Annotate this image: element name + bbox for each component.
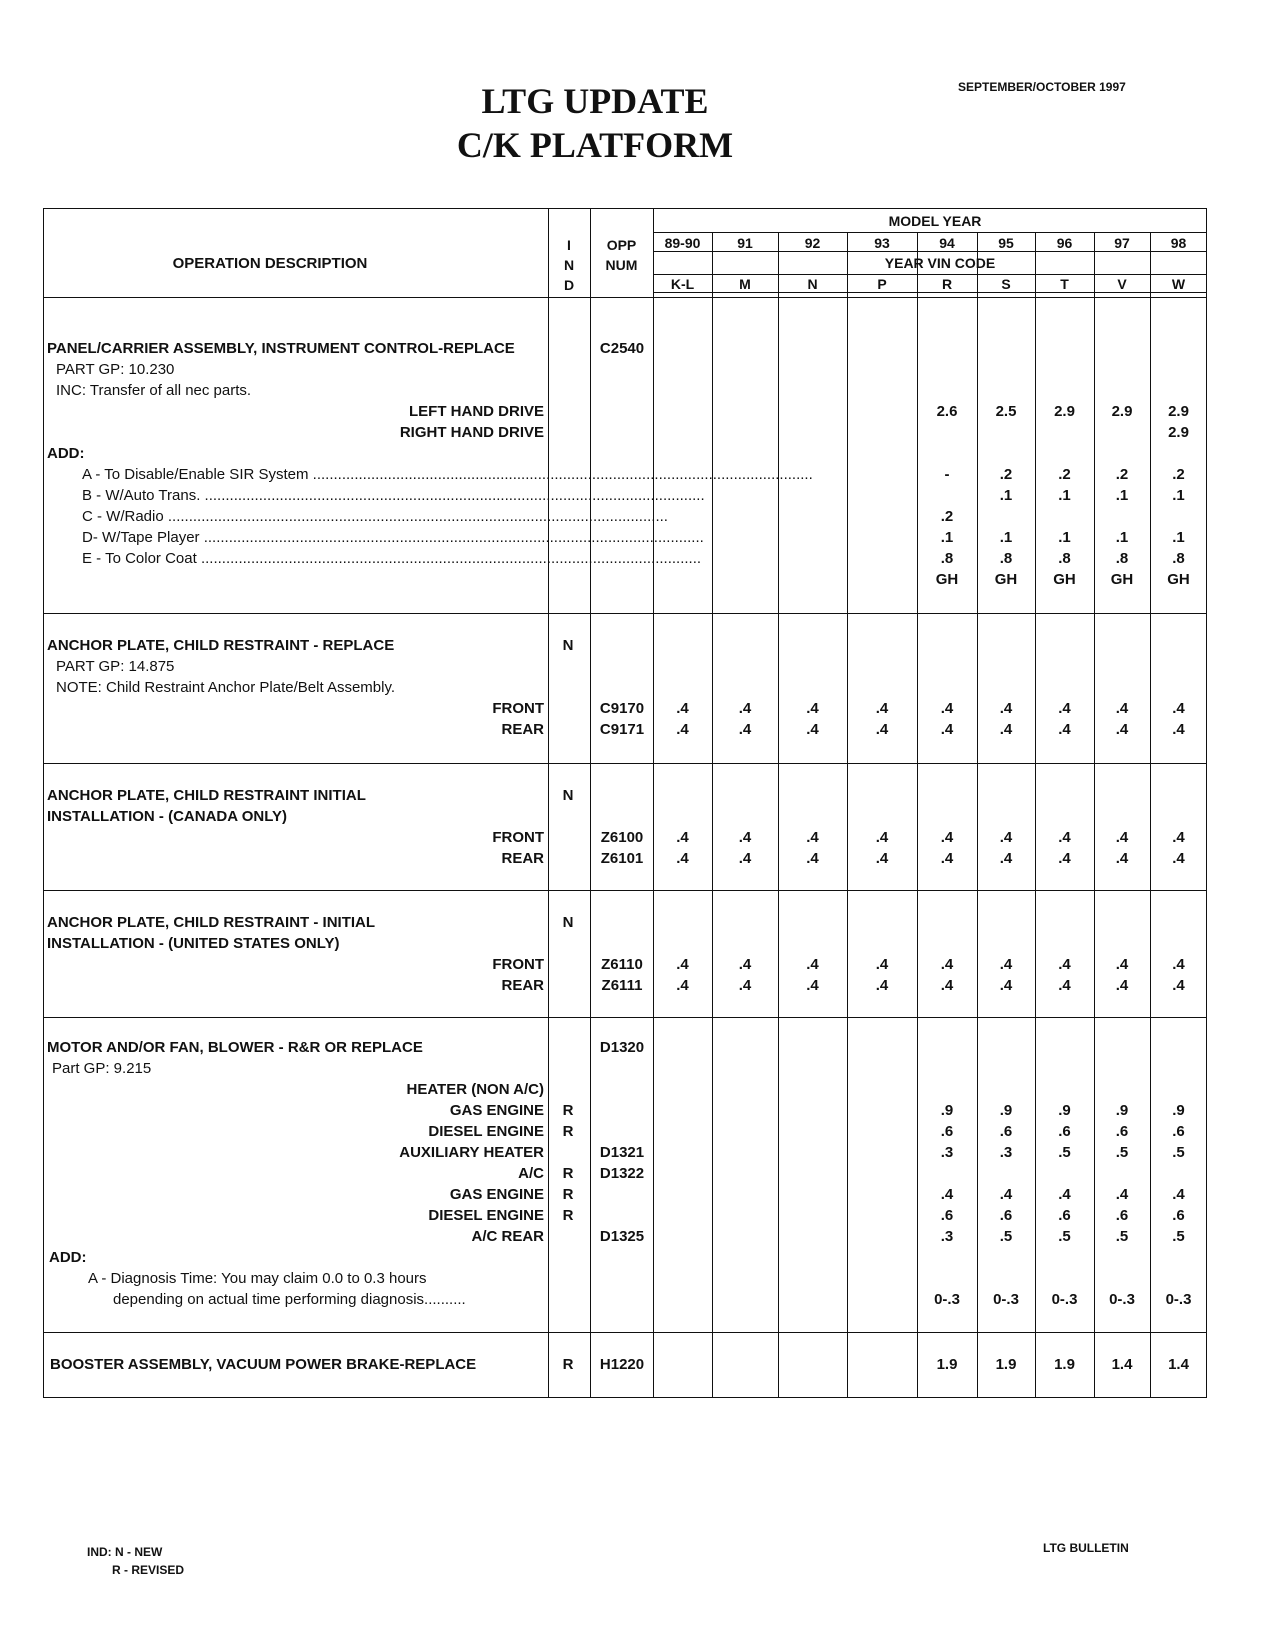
- row-label: REAR: [501, 977, 544, 994]
- row-value: .4: [1115, 700, 1129, 717]
- row-value: .4: [738, 977, 752, 994]
- add-value: .1: [1172, 487, 1185, 504]
- add-value: .2: [1115, 466, 1129, 483]
- row-value: 2.9: [1054, 403, 1075, 420]
- row-label: GAS ENGINE: [449, 1186, 544, 1203]
- header-ind-letter: D: [563, 277, 575, 293]
- row-label: DIESEL ENGINE: [428, 1123, 544, 1140]
- header-ind-letter: I: [567, 237, 571, 253]
- row-value: .9: [999, 1102, 1013, 1119]
- row-value: .4: [738, 721, 752, 738]
- row-value: .6: [1172, 1207, 1185, 1224]
- row-value: .4: [999, 721, 1013, 738]
- row-label: RIGHT HAND DRIVE: [399, 424, 544, 441]
- opp-number: H1220: [599, 1356, 645, 1373]
- row-value: .4: [1115, 956, 1129, 973]
- opp-number: Z6110: [601, 956, 643, 973]
- opp-number: C9171: [599, 721, 645, 738]
- ind-flag: N: [562, 787, 574, 804]
- add-item-label: A - Diagnosis Time: You may claim 0.0 to 0.3 hours: [88, 1270, 427, 1287]
- section-title: ANCHOR PLATE, CHILD RESTRAINT INITIAL: [47, 787, 366, 804]
- ind-flag: R: [562, 1102, 574, 1119]
- add-item-label: [82, 507, 668, 527]
- opp-number: D1320: [599, 1039, 645, 1056]
- row-value: .4: [1058, 721, 1071, 738]
- section-divider: [43, 763, 1207, 764]
- header-vin-code-8: W: [1171, 276, 1186, 292]
- row-value: .4: [1172, 829, 1185, 846]
- year-column-divider: [778, 232, 779, 1398]
- page-subtitle: C/K PLATFORM: [456, 125, 734, 165]
- row-value: .4: [806, 829, 819, 846]
- row-value: .6: [1115, 1123, 1129, 1140]
- row-value: .4: [1058, 829, 1071, 846]
- add-value: 0-.3: [1109, 1291, 1135, 1308]
- header-vin-code-6: T: [1060, 276, 1069, 292]
- row-value: .5: [1058, 1228, 1071, 1245]
- ind-flag: N: [562, 914, 574, 931]
- row-value: 1.9: [995, 1356, 1017, 1373]
- year-column-divider: [847, 232, 848, 1398]
- ind-flag: R: [562, 1356, 574, 1373]
- row-value: .4: [676, 700, 689, 717]
- add-item-label: [82, 465, 813, 485]
- row-value: .4: [1058, 1186, 1071, 1203]
- add-value: .2: [1172, 466, 1185, 483]
- row-value: .4: [940, 700, 954, 717]
- add-item-label: [82, 528, 704, 548]
- add-value: .1: [940, 529, 954, 546]
- row-value: .6: [1058, 1123, 1071, 1140]
- add-value: .1: [1115, 487, 1129, 504]
- row-value: .4: [738, 829, 752, 846]
- ind-flag: R: [562, 1165, 574, 1182]
- row-value: .6: [999, 1207, 1013, 1224]
- row-value: .4: [1172, 977, 1185, 994]
- header-line: [653, 232, 1207, 233]
- row-value: .4: [875, 977, 889, 994]
- header-vin-code-0: K-L: [670, 276, 695, 292]
- row-value: .4: [940, 1186, 954, 1203]
- row-value: .4: [806, 700, 819, 717]
- header-opp-num: NUM: [605, 257, 638, 273]
- row-value: .5: [1115, 1228, 1129, 1245]
- ind-flag: N: [562, 637, 574, 654]
- row-value: 1.4: [1111, 1356, 1133, 1373]
- row-value: 2.9: [1168, 424, 1189, 441]
- add-value: .1: [1058, 487, 1071, 504]
- section-title: ANCHOR PLATE, CHILD RESTRAINT - REPLACE: [47, 637, 395, 654]
- row-value: .4: [875, 829, 889, 846]
- section-divider: [43, 1332, 1207, 1333]
- row-value: .6: [1115, 1207, 1129, 1224]
- dot-leader: ........................................................................................................................: [163, 508, 668, 525]
- header-year-5: 95: [998, 235, 1014, 251]
- row-value: .4: [806, 956, 819, 973]
- row-value: .4: [738, 700, 752, 717]
- ind-flag: R: [562, 1186, 574, 1203]
- row-value: .3: [940, 1228, 954, 1245]
- add-value: .2: [1058, 466, 1071, 483]
- row-value: .4: [940, 850, 954, 867]
- dot-leader: ........................................................................................................................: [199, 529, 704, 546]
- section-note: INC: Transfer of all nec parts.: [56, 382, 252, 399]
- row-label: LEFT HAND DRIVE: [409, 403, 544, 420]
- opp-number: D1321: [599, 1144, 645, 1161]
- add-value: 0-.3: [993, 1291, 1019, 1308]
- row-value: .4: [999, 850, 1013, 867]
- row-value: .6: [940, 1123, 954, 1140]
- section-note: NOTE: Child Restraint Anchor Plate/Belt Assembly.: [56, 679, 396, 696]
- opp-column-divider: [590, 208, 591, 1398]
- header-vin-code-4: R: [941, 276, 953, 292]
- section-divider: [43, 890, 1207, 891]
- row-value: .4: [999, 977, 1013, 994]
- header-year-8: 98: [1170, 235, 1187, 251]
- row-value: .6: [1172, 1123, 1185, 1140]
- issue-date: SEPTEMBER/OCTOBER 1997: [958, 80, 1126, 94]
- dot-leader: ........................................................................................................................: [196, 550, 702, 567]
- header-year-3: 93: [874, 235, 890, 251]
- row-label: A/C: [518, 1165, 544, 1182]
- row-value: .4: [1115, 721, 1129, 738]
- header-vin-code-5: S: [1001, 276, 1011, 292]
- row-value: .9: [1172, 1102, 1185, 1119]
- opp-number: Z6100: [600, 829, 644, 846]
- header-opp-num: OPP: [606, 237, 637, 253]
- add-value: .1: [999, 529, 1013, 546]
- row-value: .4: [806, 977, 819, 994]
- year-column-divider: [712, 232, 713, 1398]
- opp-number: Z6111: [601, 977, 643, 994]
- add-item-label-cont: depending on actual time performing diagnosis..........: [113, 1291, 466, 1308]
- row-value: .4: [999, 700, 1013, 717]
- row-value: .4: [1058, 700, 1071, 717]
- row-label: DIESEL ENGINE: [428, 1207, 544, 1224]
- row-value: .4: [676, 956, 689, 973]
- row-value: .4: [676, 977, 689, 994]
- row-value: .9: [1058, 1102, 1071, 1119]
- row-value: .9: [1115, 1102, 1129, 1119]
- header-vin-code-7: V: [1117, 276, 1127, 292]
- bulletin-label: LTG BULLETIN: [1043, 1541, 1129, 1555]
- add-value: -: [944, 466, 950, 483]
- row-label: A/C REAR: [471, 1228, 544, 1245]
- row-value: .4: [806, 850, 819, 867]
- add-item-text: B - W/Auto Trans.: [82, 487, 201, 504]
- row-label: REAR: [501, 850, 544, 867]
- section-divider: [43, 1017, 1207, 1018]
- row-value: .4: [738, 850, 752, 867]
- year-column-divider: [653, 208, 654, 1398]
- page-title: LTG UPDATE: [481, 81, 709, 121]
- row-value: .4: [806, 721, 819, 738]
- ind-flag: R: [562, 1123, 574, 1140]
- row-value: .4: [738, 956, 752, 973]
- opp-number: Z6101: [600, 850, 644, 867]
- section-title: BOOSTER ASSEMBLY, VACUUM POWER BRAKE-REPLACE: [50, 1356, 477, 1373]
- row-value: .4: [999, 829, 1013, 846]
- row-label: REAR: [501, 721, 544, 738]
- row-value: .6: [940, 1207, 954, 1224]
- header-model-year: MODEL YEAR: [888, 213, 982, 229]
- ind-legend-new: IND: N - NEW: [87, 1545, 163, 1559]
- dot-leader: ........................................................................................................................: [308, 466, 813, 483]
- row-value: .4: [1058, 850, 1071, 867]
- part-group: Part GP: 9.215: [52, 1060, 152, 1077]
- row-value: 2.5: [995, 403, 1017, 420]
- row-value: .5: [1058, 1144, 1071, 1161]
- row-value: 1.4: [1168, 1356, 1189, 1373]
- section-title-line2: INSTALLATION - (CANADA ONLY): [47, 808, 287, 825]
- row-value: .4: [940, 829, 954, 846]
- row-value: .4: [999, 956, 1013, 973]
- add-value: .2: [999, 466, 1013, 483]
- row-value: .4: [676, 721, 689, 738]
- add-value: .8: [1058, 550, 1071, 567]
- row-value: .4: [940, 956, 954, 973]
- row-value: .4: [1058, 956, 1071, 973]
- row-label: HEATER (NON A/C): [406, 1081, 544, 1098]
- row-value: .3: [999, 1144, 1013, 1161]
- add-value: 0-.3: [1051, 1291, 1078, 1308]
- part-group: PART GP: 10.230: [56, 361, 175, 378]
- header-year-4: 94: [939, 235, 955, 251]
- section-divider: [43, 613, 1207, 614]
- row-value: .4: [875, 956, 889, 973]
- row-label: FRONT: [492, 700, 544, 717]
- add-value: GH: [1110, 571, 1134, 588]
- header-year-6: 96: [1056, 235, 1073, 251]
- row-value: .4: [676, 829, 689, 846]
- row-value: .4: [1115, 829, 1129, 846]
- header-vin-code-2: N: [807, 276, 818, 292]
- row-value: .4: [676, 850, 689, 867]
- opp-number: D1325: [599, 1228, 645, 1245]
- opp-number: D1322: [599, 1165, 645, 1182]
- row-value: .9: [940, 1102, 954, 1119]
- row-value: .4: [940, 721, 954, 738]
- add-value: GH: [1167, 571, 1190, 588]
- section-title: ANCHOR PLATE, CHILD RESTRAINT - INITIAL: [47, 914, 376, 931]
- row-value: .5: [999, 1228, 1013, 1245]
- add-value: .1: [999, 487, 1013, 504]
- header-year-2: 92: [804, 235, 821, 251]
- row-value: .5: [1172, 1228, 1185, 1245]
- add-value: .8: [1172, 550, 1185, 567]
- row-label: AUXILIARY HEATER: [399, 1144, 544, 1161]
- row-value: .4: [940, 977, 954, 994]
- row-value: .4: [875, 850, 889, 867]
- ind-legend-revised: R - REVISED: [112, 1563, 185, 1577]
- add-item-text: D- W/Tape Player: [82, 529, 200, 546]
- ind-flag: R: [562, 1207, 574, 1224]
- row-value: .4: [1172, 956, 1185, 973]
- row-value: 1.9: [1054, 1356, 1075, 1373]
- row-value: 2.9: [1111, 403, 1133, 420]
- header-year-vin-code: YEAR VIN CODE: [884, 255, 996, 271]
- row-value: .4: [875, 721, 889, 738]
- row-label: GAS ENGINE: [449, 1102, 544, 1119]
- section-title: PANEL/CARRIER ASSEMBLY, INSTRUMENT CONTROL-REPLACE: [47, 340, 515, 357]
- row-value: .4: [1115, 977, 1129, 994]
- row-value: 2.9: [1168, 403, 1189, 420]
- add-item-label: [82, 486, 705, 506]
- add-label: ADD:: [49, 1249, 87, 1266]
- add-value: .8: [940, 550, 954, 567]
- section-title-line2: INSTALLATION - (UNITED STATES ONLY): [47, 935, 340, 952]
- row-value: .4: [1115, 850, 1129, 867]
- row-value: .6: [1058, 1207, 1071, 1224]
- add-value: 0-.3: [1165, 1291, 1192, 1308]
- dot-leader: ........................................................................................................................: [200, 487, 705, 504]
- row-value: 1.9: [936, 1356, 958, 1373]
- row-value: .6: [999, 1123, 1013, 1140]
- opp-number: C2540: [599, 340, 645, 357]
- add-item-text: A - To Disable/Enable SIR System: [82, 466, 309, 483]
- add-value: .1: [1058, 529, 1071, 546]
- add-item-label: [82, 549, 702, 569]
- add-value: 0-.3: [934, 1291, 960, 1308]
- add-label: ADD:: [47, 445, 85, 462]
- header-vin-code-3: P: [877, 276, 887, 292]
- add-value: .8: [999, 550, 1013, 567]
- add-value: GH: [935, 571, 959, 588]
- row-value: .3: [940, 1144, 954, 1161]
- part-group: PART GP: 14.875: [56, 658, 175, 675]
- add-value: .8: [1115, 550, 1129, 567]
- header-ind-letter: N: [563, 257, 575, 273]
- add-item-text: C - W/Radio: [82, 508, 164, 525]
- add-value: .1: [1115, 529, 1129, 546]
- row-value: .4: [1058, 977, 1071, 994]
- add-value: .2: [940, 508, 954, 525]
- header-year-0: 89-90: [664, 235, 701, 251]
- header-year-7: 97: [1114, 235, 1130, 251]
- add-value: GH: [1053, 571, 1076, 588]
- header-vin-code-1: M: [739, 276, 751, 292]
- row-value: .4: [1172, 850, 1185, 867]
- add-value: .1: [1172, 529, 1185, 546]
- add-value: GH: [994, 571, 1018, 588]
- header-operation-description: OPERATION DESCRIPTION: [172, 255, 368, 272]
- row-value: .5: [1172, 1144, 1185, 1161]
- row-label: FRONT: [492, 956, 544, 973]
- row-value: 2.6: [936, 403, 958, 420]
- row-value: .4: [1172, 700, 1185, 717]
- opp-number: C9170: [599, 700, 645, 717]
- header-bottom-line: [43, 297, 1207, 298]
- row-value: .4: [1115, 1186, 1129, 1203]
- row-value: .4: [1172, 1186, 1185, 1203]
- row-value: .4: [999, 1186, 1013, 1203]
- row-label: FRONT: [492, 829, 544, 846]
- row-value: .4: [1172, 721, 1185, 738]
- row-value: .4: [875, 700, 889, 717]
- add-item-text: E - To Color Coat: [82, 550, 197, 567]
- header-year-1: 91: [737, 235, 753, 251]
- row-value: .5: [1115, 1144, 1129, 1161]
- section-title: MOTOR AND/OR FAN, BLOWER - R&R OR REPLACE: [47, 1039, 423, 1056]
